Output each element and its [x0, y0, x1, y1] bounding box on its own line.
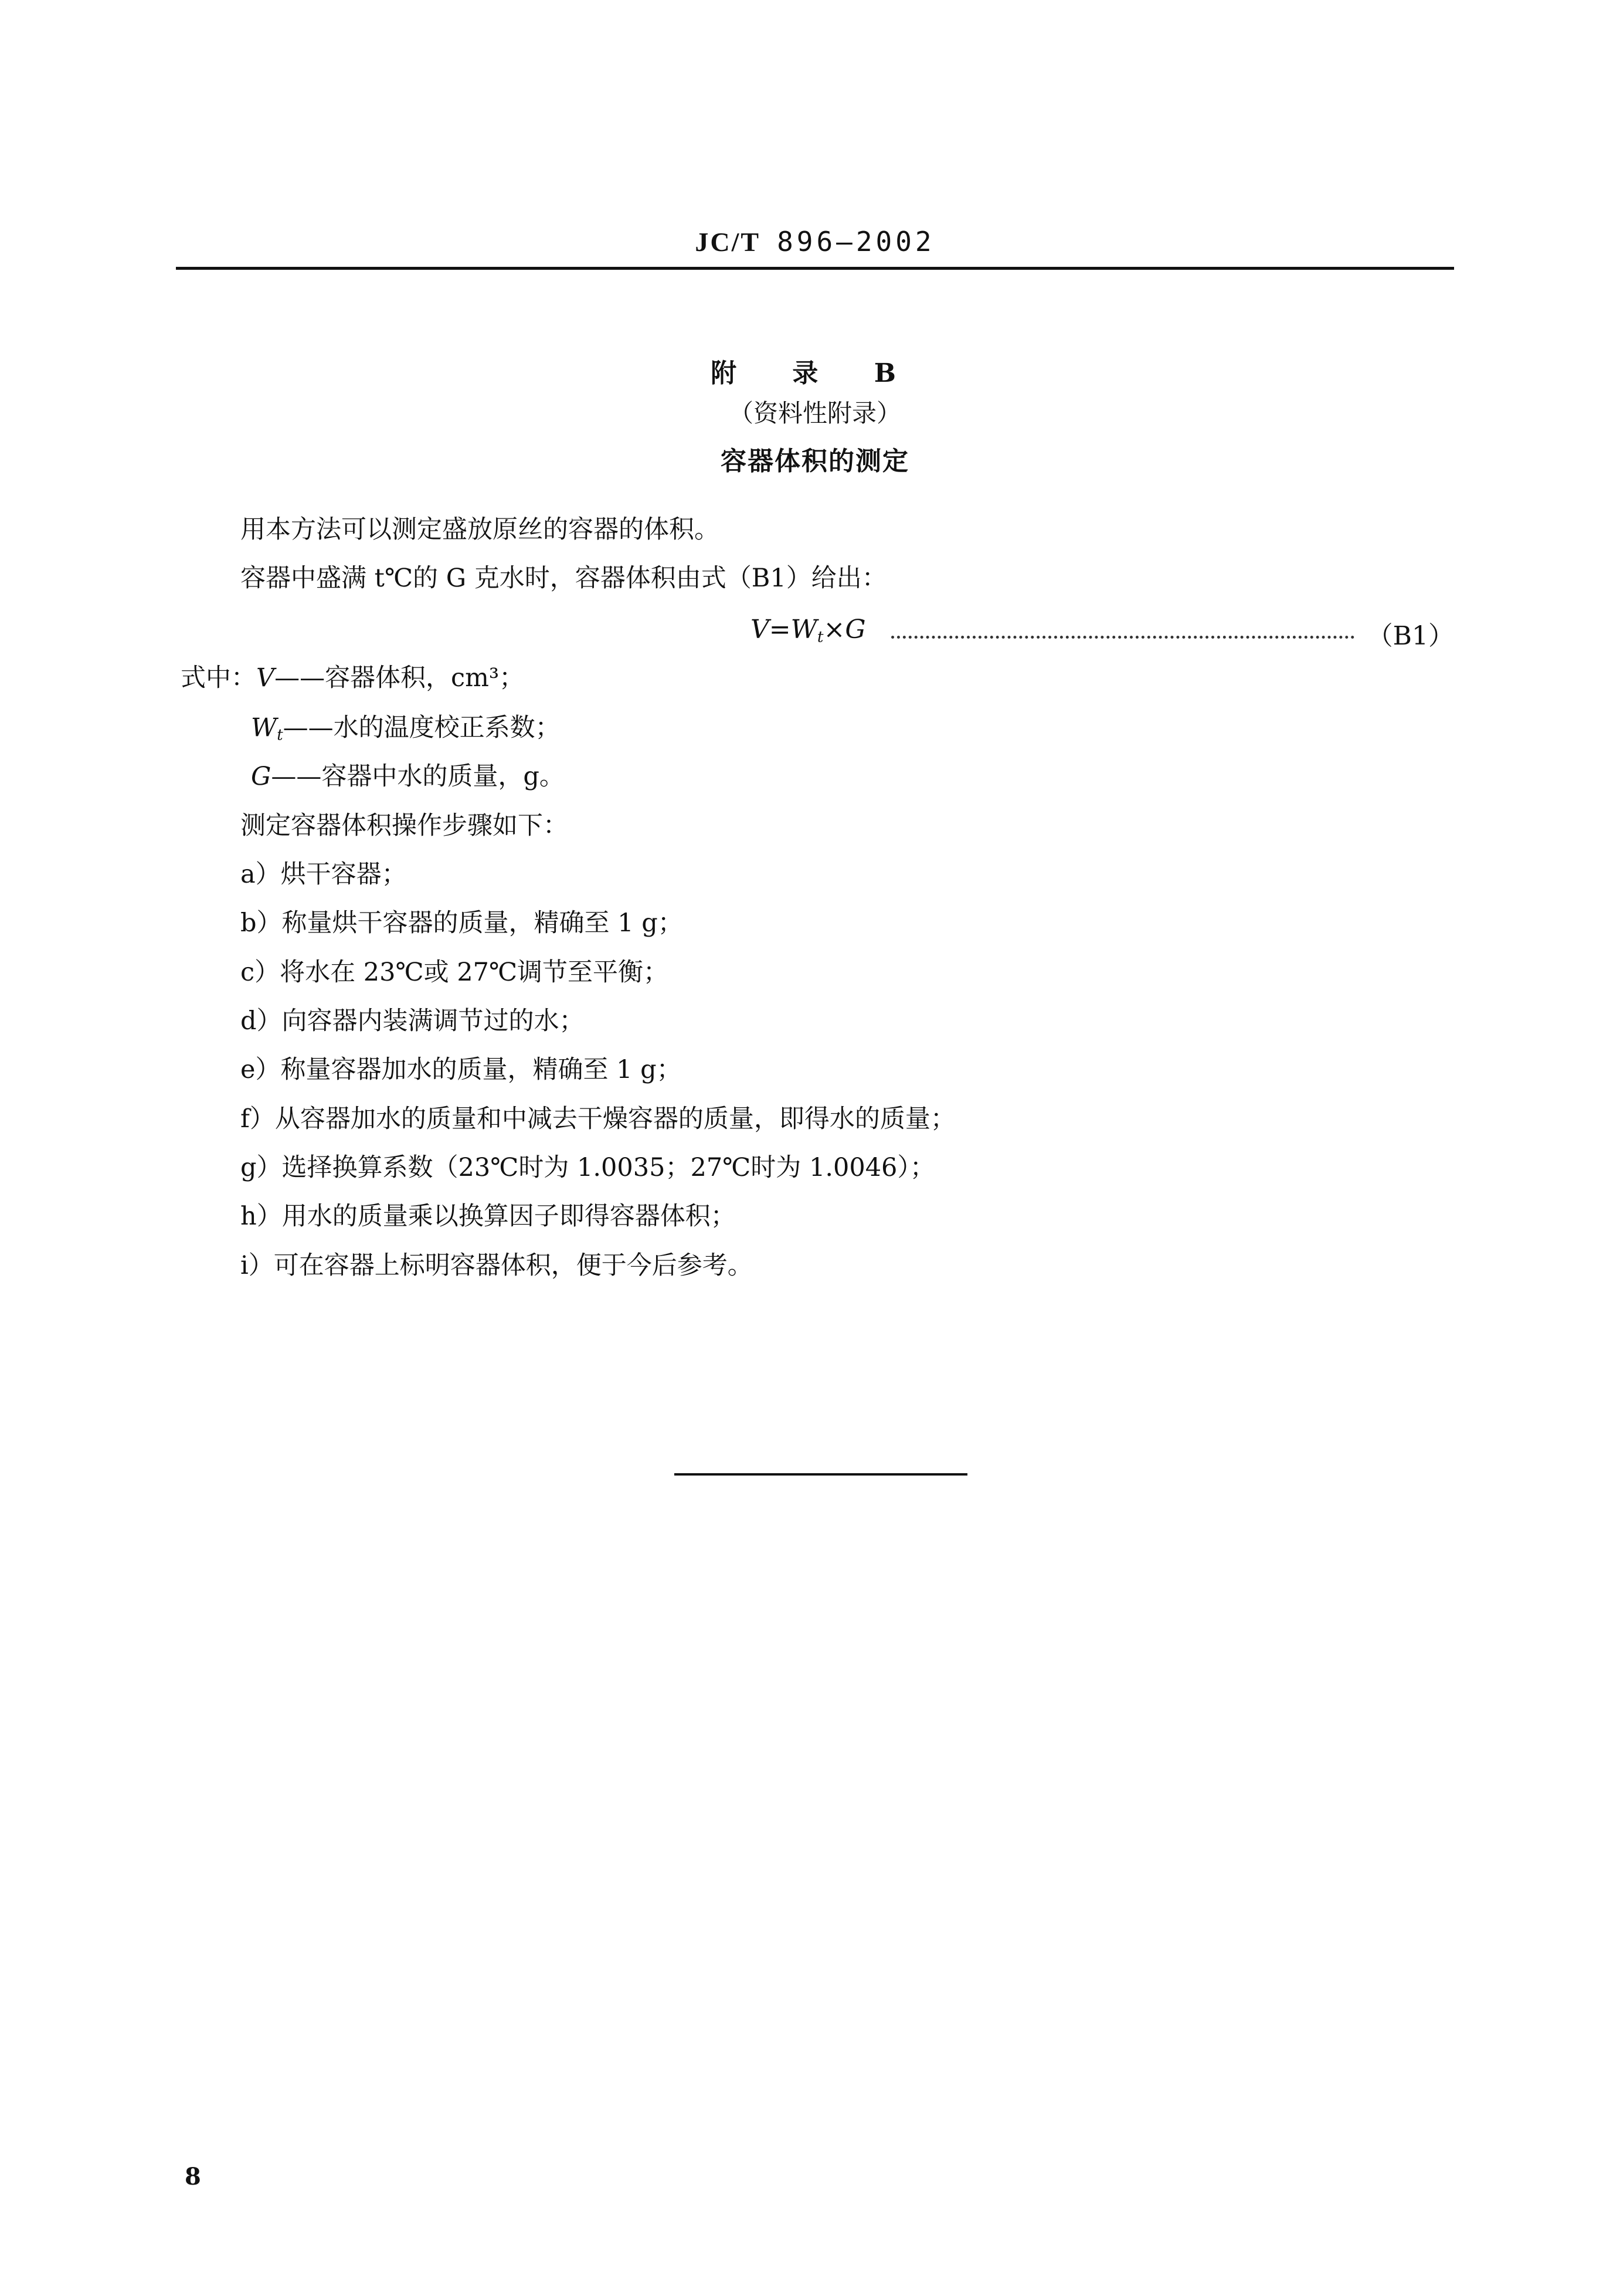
page-number: 8 [185, 2163, 201, 2190]
steps-intro: 测定容器体积操作步骤如下： [240, 811, 568, 840]
formula-expression: $V=W_t\times G$ [750, 615, 866, 646]
step-d: d）向容器内装满调节过的水； [240, 1006, 585, 1036]
formula-b1 [750, 615, 1454, 651]
annex-subtitle: （资料性附录） [728, 399, 901, 428]
definition-row-v [181, 663, 525, 693]
intro-paragraph-2: 容器中盛满 t℃的 G 克水时，容器体积由式（B1）给出： [240, 564, 887, 593]
definition-v: ——容器体积，cm³； [274, 663, 525, 693]
where-label: 式中： [181, 663, 256, 693]
step-b: b）称量烘干容器的质量，精确至 1 g； [240, 908, 683, 938]
definition-wt: ——水的温度校正系数； [283, 713, 561, 742]
annex-title: 附 录 B [711, 358, 919, 388]
end-rule [674, 1473, 967, 1476]
intro-paragraph-1: 用本方法可以测定盛放原丝的容器的体积。 [240, 515, 719, 544]
standard-number: 896—2002 [777, 226, 935, 257]
definition-row-wt [251, 715, 561, 743]
symbol-g: G [251, 762, 271, 791]
annex-heading: 容器体积的测定 [721, 446, 909, 476]
standard-code: JC/T [695, 227, 761, 257]
step-h: h）用水的质量乘以换算因子即得容器体积； [240, 1202, 736, 1231]
step-e: e）称量容器加水的质量，精确至 1 g； [240, 1055, 682, 1084]
formula-dot-leader [891, 636, 1354, 639]
definition-row-g [251, 764, 565, 789]
running-header [176, 226, 1454, 257]
header-rule [176, 267, 1454, 270]
symbol-v: V [256, 663, 275, 693]
step-g: g）选择换算系数（23℃时为 1.0035；27℃时为 1.0046）； [240, 1153, 935, 1182]
step-c: c）将水在 23℃或 27℃调节至平衡； [240, 958, 669, 987]
equation-number: （B1） [1367, 621, 1454, 651]
step-i: i）可在容器上标明容器体积，便于今后参考。 [240, 1251, 753, 1280]
symbol-wt: $W_t$ [251, 713, 283, 744]
step-f: f）从容器加水的质量和中减去干燥容器的质量，即得水的质量； [240, 1104, 956, 1134]
definition-g: ——容器中水的质量，g。 [271, 762, 565, 791]
step-a: a）烘干容器； [240, 860, 407, 889]
